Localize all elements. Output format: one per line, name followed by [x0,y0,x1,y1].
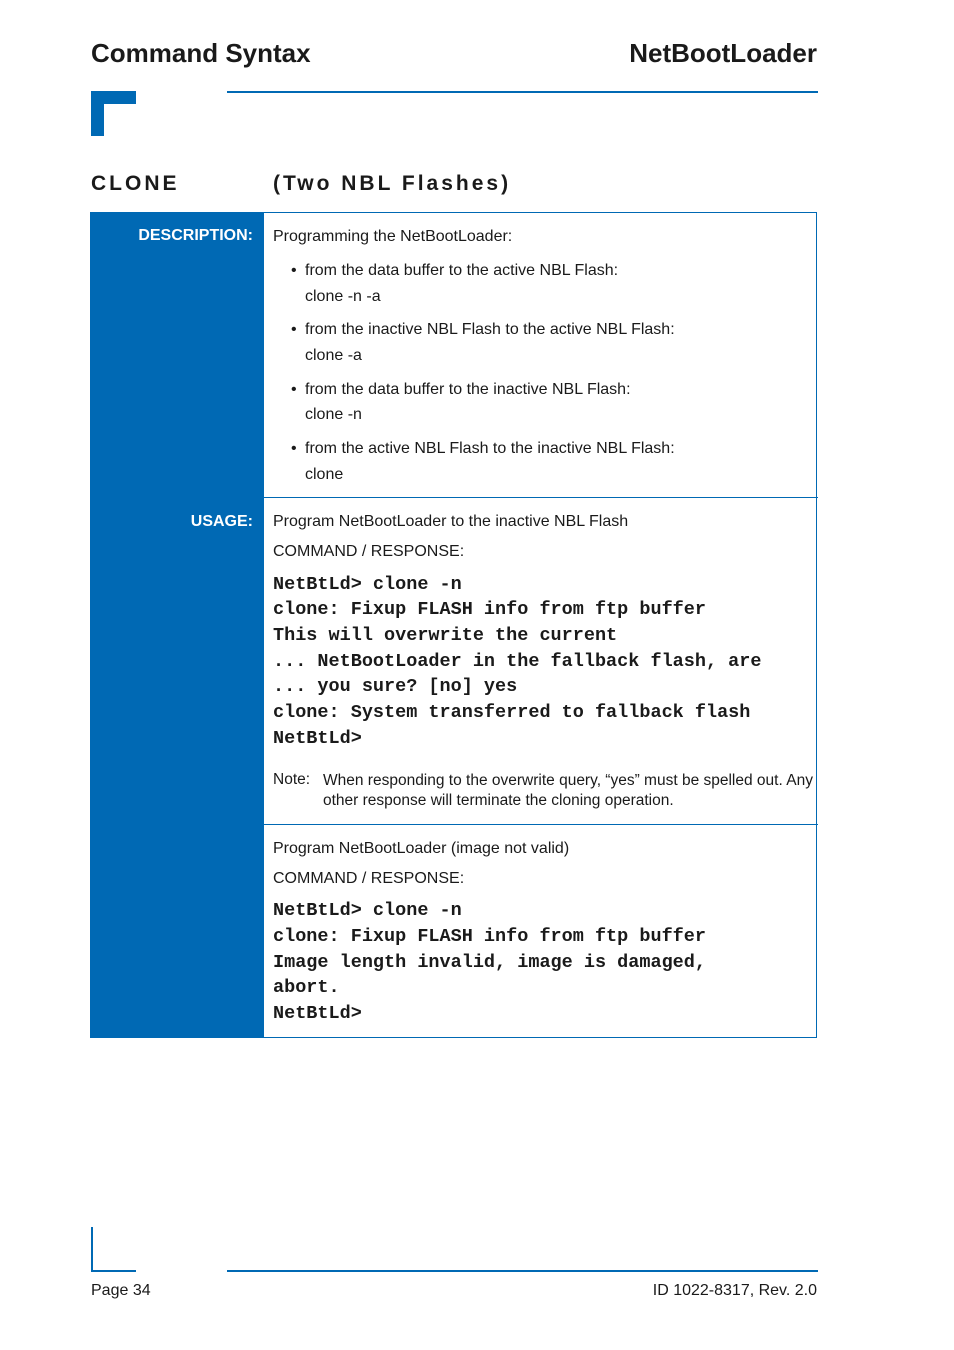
command-table: DESCRIPTION: USAGE: Programming the NetBootLoader: • from the data buffer to the active NBL Flash: clone -n -a • from the inactive NBL Flash to the active NBL Flash: clone -a • from the data buffer to the inactive NBL Flash: clone -n • from the active NBL Flash to the inactive NBL Flash: clone Program NetBootLoader to the inactive NBL Flash COMMAND / RESPONSE: NetBtLd> clone -n clone: Fixup FLASH info from ftp buffer This will overwrite the current ... NetBootLoader in the fallback flash, are ... you sure? [no] yes clone: System transferred to fallback flash NetBtLd> Note: When responding to the overwrite query, “yes” must be spelled out. Any other response will terminate the cloning operation. Program NetBootLoader (image not valid) COMMAND / RESPONSE: NetBtLd> clone -n clone: Fixup FLASH info from ftp buffer Image length invalid, image is damaged, abort. NetBtLd> [90,212,818,1038]
page-number: Page 34 [91,1282,151,1299]
usage-intro: Program NetBootLoader to the inactive NBL Flash [273,513,629,530]
header-rule [227,91,818,93]
section-subtitle: (Two NBL Flashes) [273,172,512,195]
console-line: ... you sure? [no] yes [273,676,518,697]
console-line: NetBtLd> [273,728,362,749]
note-label: Note: [273,771,311,788]
corner-mark-top [91,91,136,136]
document-id: ID 1022-8317, Rev. 2.0 [652,1282,817,1299]
console-line: NetBtLd> [273,1003,362,1024]
section-command: CLONE [91,172,180,195]
bullet-icon: • [291,440,297,457]
console-line: clone: Fixup FLASH info from ftp buffer [273,926,706,947]
corner-mark-bottom [91,1227,136,1272]
row-divider [264,824,818,825]
list-item-command: clone -n [305,406,362,423]
description-intro: Programming the NetBootLoader: [273,228,513,245]
console-line: clone: System transferred to fallback flash [273,702,751,723]
console-line: NetBtLd> clone -n [273,574,462,595]
header-left-title: Command Syntax [91,38,311,68]
bullet-icon: • [291,321,297,338]
description-label: DESCRIPTION: [138,227,253,244]
usage-command-label: COMMAND / RESPONSE: [273,543,465,560]
usage2-command-label: COMMAND / RESPONSE: [273,870,465,887]
list-item-command: clone -a [305,347,362,364]
console-line: NetBtLd> clone -n [273,900,462,921]
label-column [90,212,264,1038]
header-right-title: NetBootLoader [629,38,817,68]
console-line: This will overwrite the current [273,625,618,646]
list-item-command: clone -n -a [305,288,381,305]
usage2-intro: Program NetBootLoader (image not valid) [273,840,570,857]
list-item-command: clone [305,466,344,483]
footer-rule [227,1270,818,1272]
console-line: Image length invalid, image is damaged, [273,952,706,973]
note-text: When responding to the overwrite query, “yes” must be spelled out. Any other response will terminate the cloning operation. [323,772,813,809]
bullet-icon: • [291,381,297,398]
usage-label: USAGE: [190,513,253,530]
console-line: ... NetBootLoader in the fallback flash, are [273,651,762,672]
console-line: abort. [273,977,340,998]
row-divider [264,497,818,498]
console-line: clone: Fixup FLASH info from ftp buffer [273,599,706,620]
section-title [91,172,512,196]
bullet-icon: • [291,262,297,279]
